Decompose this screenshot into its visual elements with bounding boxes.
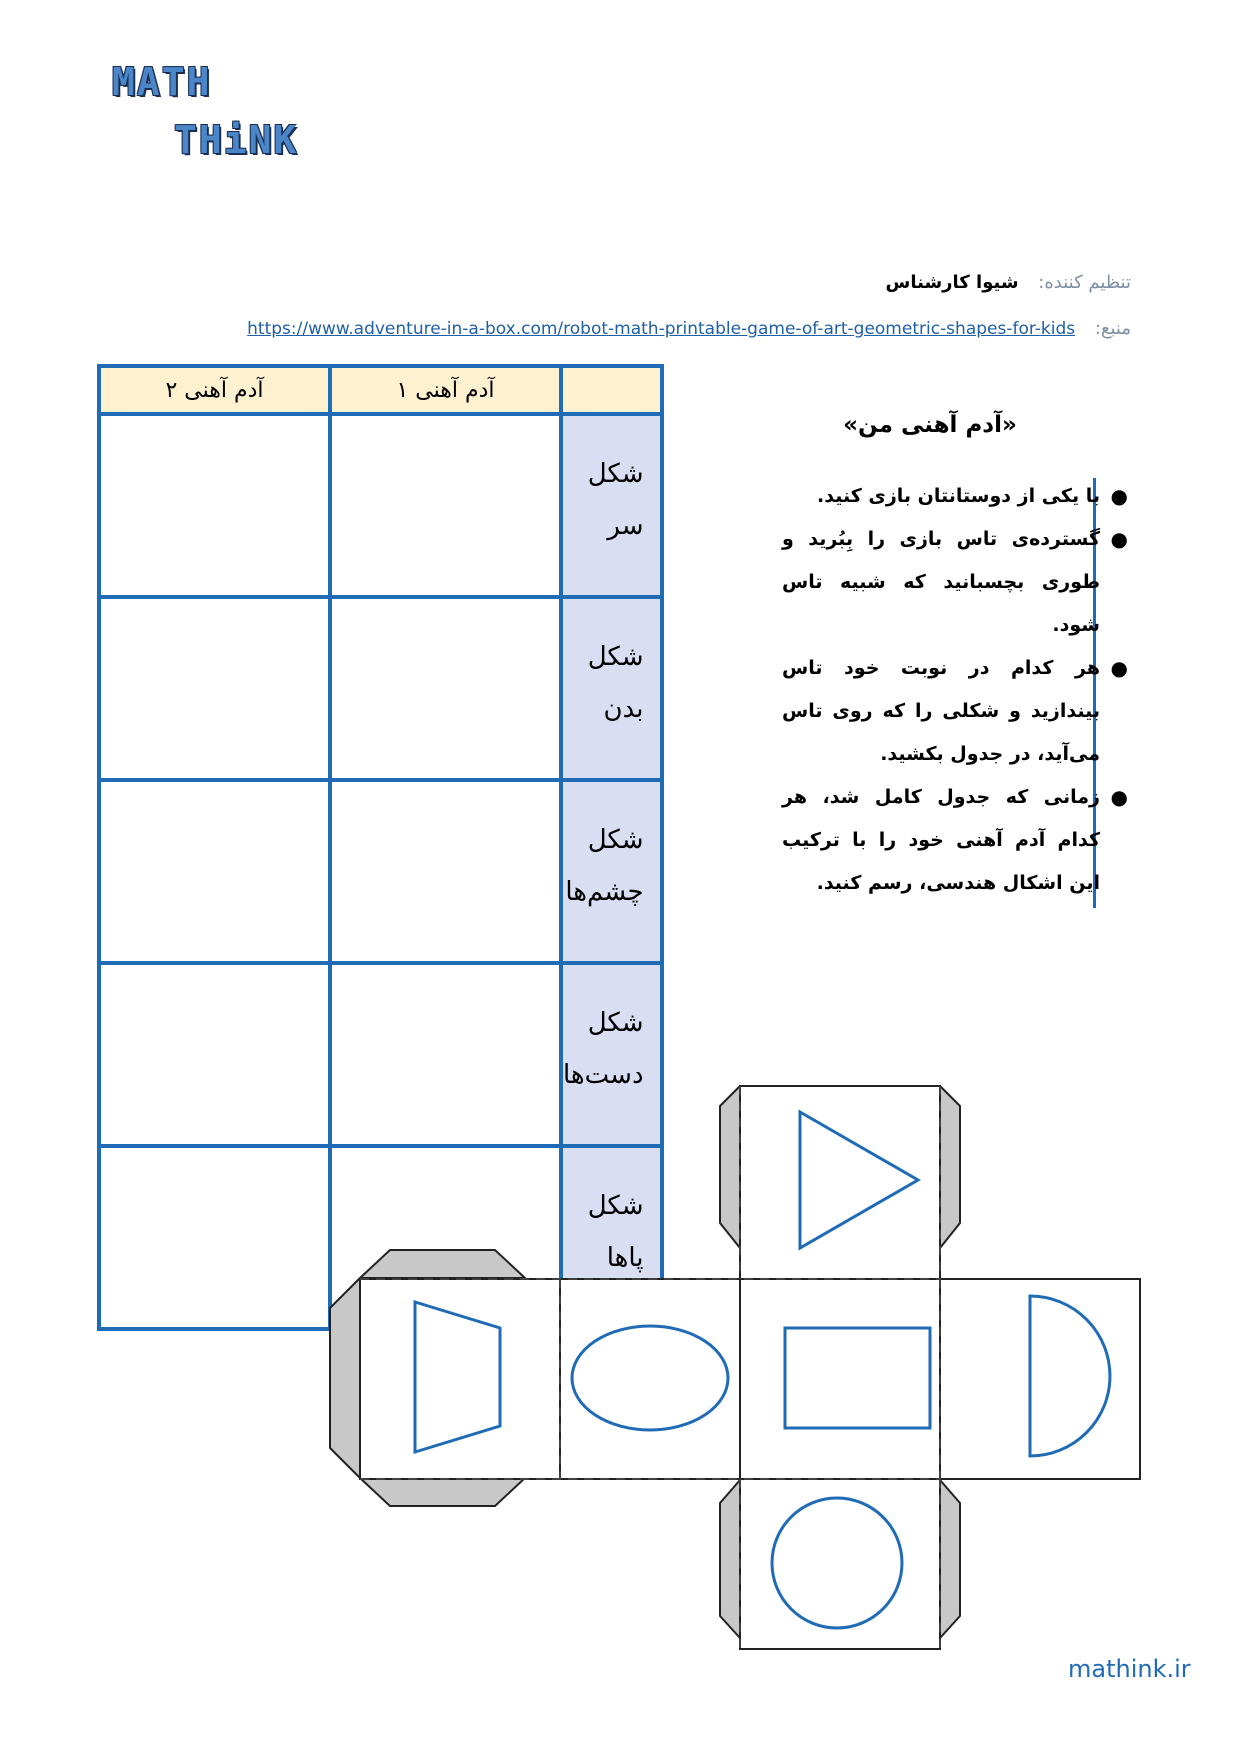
instruction-text: با یکی از دوستانتان بازی کنید. <box>817 485 1100 507</box>
instruction-text: هر کدام در نوبت خود تاس بیندازید و شکلی را که روی تاس می‌آید، در جدول بکشید. <box>782 657 1100 765</box>
row-header-body <box>561 597 662 780</box>
dice-net <box>320 1068 1160 1688</box>
logo-line-1: MATH <box>112 60 212 104</box>
dice-face-center <box>740 1279 940 1479</box>
glue-tab <box>940 1480 960 1638</box>
drawing-cell <box>99 414 330 597</box>
glue-tab <box>360 1250 525 1278</box>
row-header-line2: سر <box>607 511 644 541</box>
organizer-label: تنظیم کننده: <box>1038 272 1131 293</box>
glue-tab <box>720 1086 740 1248</box>
glue-tab <box>940 1086 960 1248</box>
source-row <box>247 318 1131 339</box>
instruction-item <box>782 776 1128 905</box>
bullet-icon: ● <box>1110 656 1128 680</box>
instruction-item <box>782 518 1128 647</box>
table-header-row <box>99 366 662 414</box>
row-header-line1: شکل <box>587 1008 644 1038</box>
dice-face-left <box>360 1279 560 1479</box>
dice-face-top <box>740 1086 940 1279</box>
row-header-line1: شکل <box>587 825 644 855</box>
row-header-eyes <box>561 780 662 963</box>
row-header-line1: شکل <box>587 459 644 489</box>
bullet-icon: ● <box>1110 785 1128 809</box>
instruction-text: گسترده‌ی تاس بازی را بِبُرید و طوری بچسبانید که شبیه تاس شود. <box>782 528 1100 636</box>
organizer-name: شیوا کارشناس <box>885 272 1019 293</box>
instruction-item <box>782 475 1128 518</box>
source-link[interactable]: https://www.adventure-in-a-box.com/robot-math-printable-game-of-art-geometric-shapes-for-kids <box>247 319 1076 339</box>
table-corner-cell <box>561 366 662 414</box>
footer-site-name: mathink.ir <box>1068 1655 1191 1683</box>
row-header-line1: شکل <box>587 642 644 672</box>
table-row-body <box>99 597 662 780</box>
drawing-cell <box>99 1146 330 1329</box>
glue-tab <box>720 1480 740 1638</box>
row-header-line1: شکل <box>587 1191 644 1221</box>
col-header-robot-1: آدم آهنی ۱ <box>330 366 561 414</box>
drawing-cell <box>330 597 561 780</box>
drawing-cell <box>99 963 330 1146</box>
dice-face-center-left <box>560 1279 740 1479</box>
bullet-icon: ● <box>1110 527 1128 551</box>
drawing-cell <box>330 414 561 597</box>
drawing-cell <box>330 780 561 963</box>
drawing-cell <box>99 780 330 963</box>
activity-title: «آدم آهنی من» <box>843 412 1017 438</box>
row-header-line2: پاها <box>606 1243 644 1273</box>
glue-tab <box>330 1278 360 1478</box>
row-header-line2: چشم‌ها <box>565 877 644 907</box>
col-header-robot-2: آدم آهنی ۲ <box>99 366 330 414</box>
source-label: منبع: <box>1094 318 1131 339</box>
instruction-item <box>782 647 1128 776</box>
row-header-line2: بدن <box>603 694 644 724</box>
row-header-line2: دست‌ها <box>563 1060 644 1090</box>
instructions-list <box>782 475 1128 905</box>
row-header-head <box>561 414 662 597</box>
logo-line-2: THiNK <box>174 118 299 162</box>
mathink-logo <box>112 60 322 165</box>
table-row-head <box>99 414 662 597</box>
instruction-text: زمانی که جدول کامل شد، هر کدام آدم آهنی خود را با ترکیب این اشکال هندسی، رسم کنید. <box>782 786 1100 894</box>
bullet-icon: ● <box>1110 484 1128 508</box>
organizer-row <box>886 272 1131 293</box>
glue-tab <box>360 1478 525 1506</box>
table-row-eyes <box>99 780 662 963</box>
dice-face-bottom <box>740 1479 940 1649</box>
drawing-cell <box>99 597 330 780</box>
